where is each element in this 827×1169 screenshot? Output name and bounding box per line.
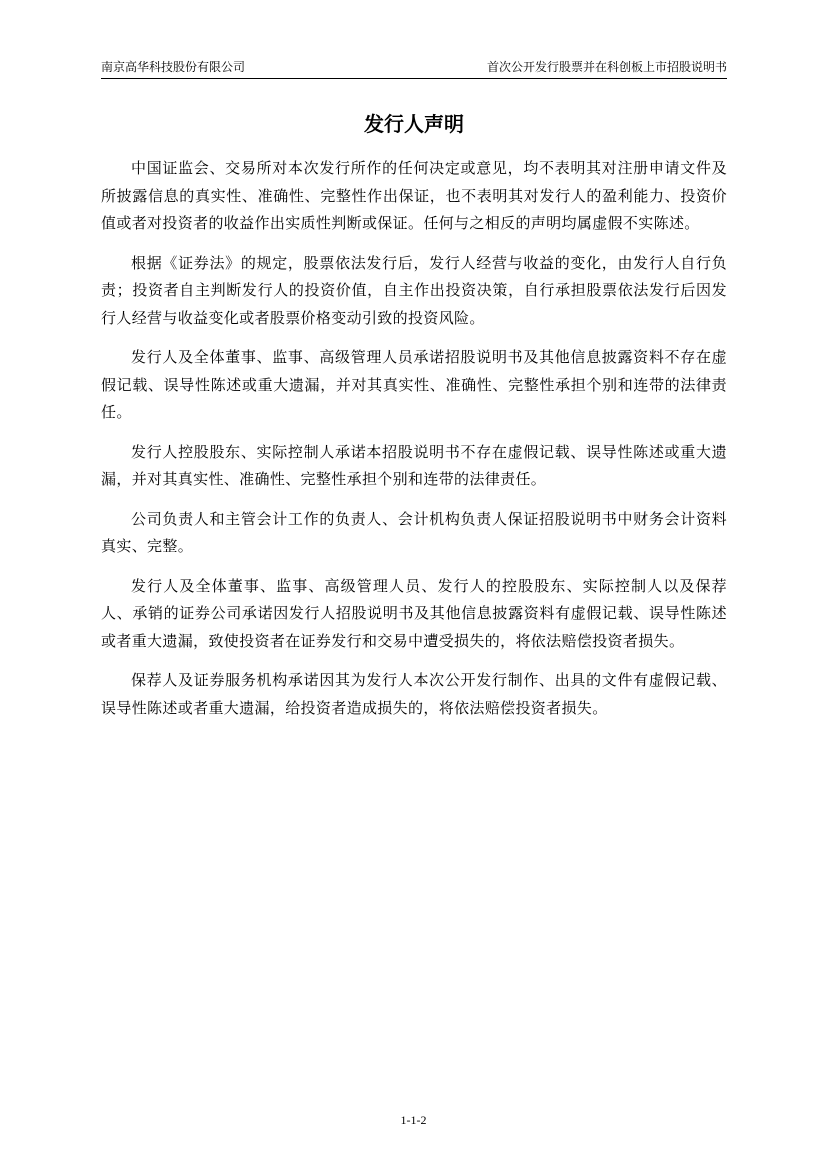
paragraph-directors-commitment: 发行人及全体董事、监事、高级管理人员承诺招股说明书及其他信息披露资料不存在虚假记载、误导性陈述或重大遗漏，并对其真实性、准确性、完整性承担个别和连带的法律责任。 xyxy=(101,348,727,421)
page-header xyxy=(101,58,727,79)
paragraph-controller-commitment: 发行人控股股东、实际控制人承诺本招股说明书不存在虚假记载、误导性陈述或重大遗漏，并对其真实性、准确性、完整性承担个别和连带的法律责任。 xyxy=(101,442,727,488)
header-document-title: 首次公开发行股票并在科创板上市招股说明书 xyxy=(486,60,727,74)
page-number: 1-1-2 xyxy=(400,1113,427,1127)
header-company-name: 南京高华科技股份有限公司 xyxy=(101,60,246,74)
declaration-body xyxy=(101,155,727,734)
paragraph-sponsor-commitment: 保荐人及证券服务机构承诺因其为发行人本次公开发行制作、出具的文件有虚假记载、误导性陈述或者重大遗漏，给投资者造成损失的，将依法赔偿投资者损失。 xyxy=(101,671,727,717)
section-title: 发行人声明 xyxy=(364,112,464,136)
paragraph-investor-risk: 根据《证券法》的规定，股票依法发行后，发行人经营与收益的变化，由发行人自行负责；投资者自主判断发行人的投资价值，自主作出投资决策，自行承担股票依法发行后因发行人经营与收益变化或者股票价格变动引致的投资风险。 xyxy=(101,253,727,327)
paragraph-compensation-commitment: 发行人及全体董事、监事、高级管理人员、发行人的控股股东、实际控制人以及保荐人、承销的证券公司承诺因发行人招股说明书及其他信息披露资料有虚假记载、误导性陈述或者重大遗漏，致使投资者在证券发行和交易中遭受损失的，将依法赔偿投资者损失。 xyxy=(101,576,727,650)
paragraph-regulator-disclaimer: 中国证监会、交易所对本次发行所作的任何决定或意见，均不表明其对注册申请文件及所披露信息的真实性、准确性、完整性作出保证，也不表明其对发行人的盈利能力、投资价值或者对投资者的收益作出实质性判断或保证。任何与之相反的声明均属虚假不实陈述。 xyxy=(101,159,727,232)
paragraph-accounting-guarantee: 公司负责人和主管会计工作的负责人、会计机构负责人保证招股说明书中财务会计资料真实、完整。 xyxy=(101,509,727,555)
